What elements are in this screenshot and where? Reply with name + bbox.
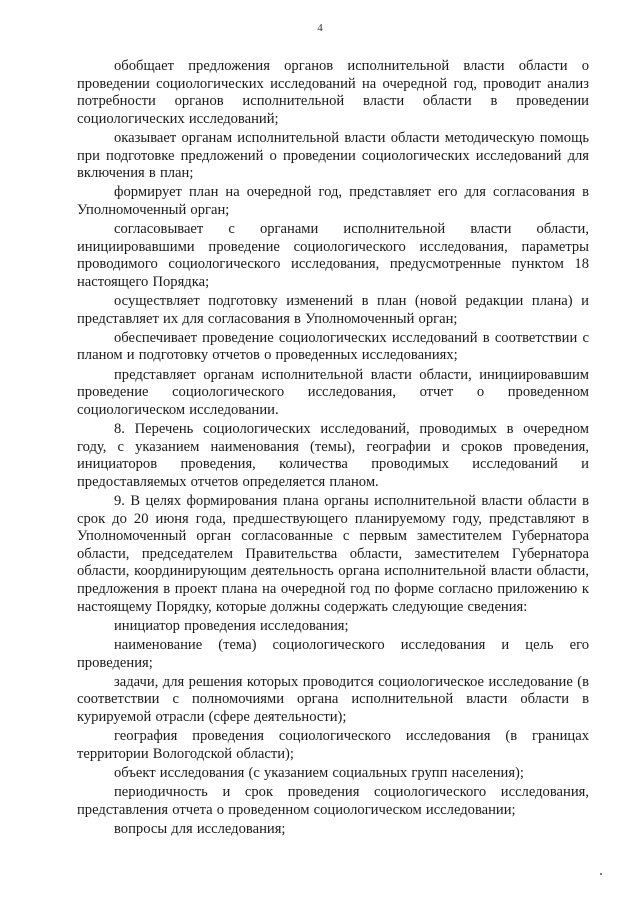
paragraph: обеспечивает проведение социологических исследований в соответствии с планом и подготовку отчетов о проведенных исследованиях; xyxy=(77,329,589,364)
document-body xyxy=(77,58,589,840)
paragraph-item-8: 8. Перечень социологических исследований, проводимых в очередном году, с указанием наименования (темы), географии и сроков проведения, инициаторов проведения, количества проводимых исследований и предоставляемых отчетов определяется планом. xyxy=(77,421,589,490)
paragraph-item-9: 9. В целях формирования плана органы исполнительной власти области в срок до 20 июня года, предшествующего планируемому году, представляют в Уполномоченный орган согласованные с первым заместителем Губернатора области, председателем Правительства области, заместителем Губернатора области, координирующим деятельность органа исполнительной власти области, предложения в проект плана на очередной год по форме согласно приложению к настоящему Порядку, которые должны содержать следующие сведения: xyxy=(77,493,589,615)
scan-speck xyxy=(600,873,602,875)
list-item: объект исследования (с указанием социальных групп населения); xyxy=(114,764,524,781)
list-item: вопросы для исследования; xyxy=(114,820,286,837)
list-item: география проведения социологического исследования (в границах территории Вологодской области); xyxy=(77,728,589,762)
paragraph: формирует план на очередной год, представляет его для согласования в Уполномоченный орган; xyxy=(77,184,589,218)
list-item: периодичность и срок проведения социологического исследования, представления отчета о проведенном социологическом исследовании; xyxy=(77,784,589,818)
page-number: 4 xyxy=(317,22,323,34)
list-item: задачи, для решения которых проводится социологическое исследование (в соответствии с полномочиями органа исполнительной власти области в курируемой отрасли (сфере деятельности); xyxy=(77,673,589,725)
paragraph: согласовывает с органами исполнительной власти области, инициировавшими проведение социологического исследования, параметры проводимого социологического исследования, предусмотренные пунктом 18 настоящего Порядка; xyxy=(77,221,589,290)
list-item: инициатор проведения исследования; xyxy=(114,617,349,634)
paragraph: осуществляет подготовку изменений в план (новой редакции плана) и представляет их для согласования в Уполномоченный орган; xyxy=(77,293,589,327)
paragraph: представляет органам исполнительной власти области, инициировавшим проведение социологического исследования, отчет о проведенном социологическом исследовании. xyxy=(77,366,589,418)
paragraph: обобщает предложения органов исполнительной власти области о проведении социологических исследований на очередной год, проводит анализ потребности органов исполнительной власти области в проведении социологических исследований; xyxy=(77,58,589,127)
list-item: наименование (тема) социологического исследования и цель его проведения; xyxy=(77,636,589,671)
paragraph: оказывает органам исполнительной власти области методическую помощь при подготовке предложений о проведении социологических исследований для включения в план; xyxy=(77,129,589,182)
